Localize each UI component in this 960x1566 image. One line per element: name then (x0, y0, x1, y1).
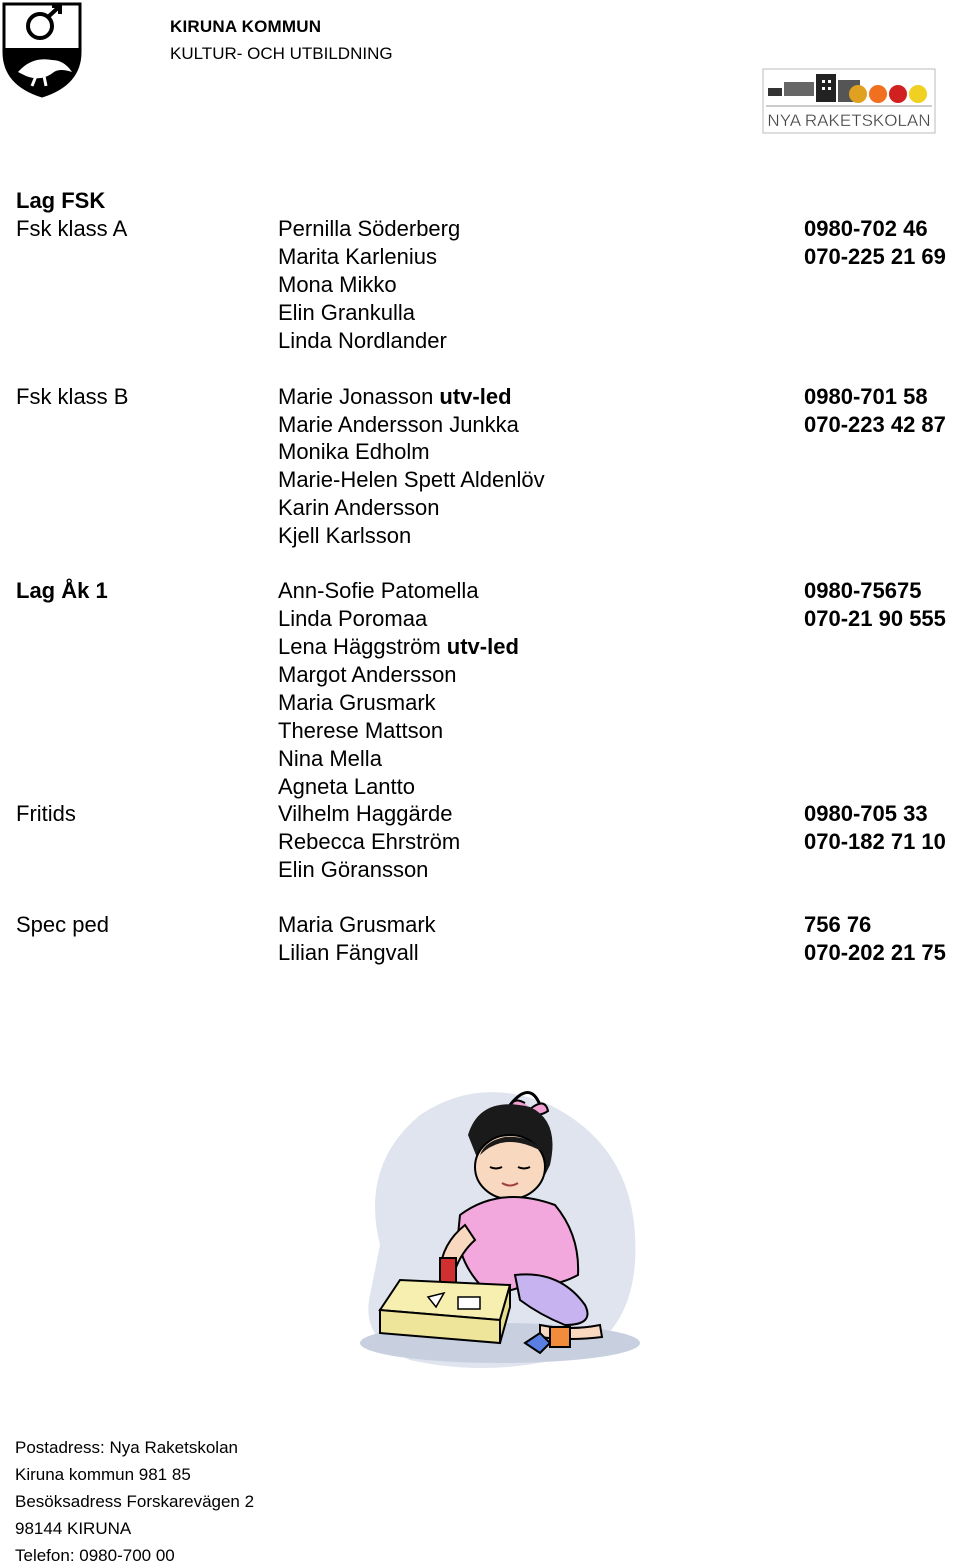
directory-row (0, 717, 960, 745)
staff-name-cell (278, 661, 457, 689)
group-label: Fsk klass A (16, 216, 128, 241)
staff-name: Marie Andersson Junkka (278, 412, 519, 437)
directory-row (0, 271, 960, 299)
staff-name: Lena Häggström (278, 634, 447, 659)
staff-name-cell (278, 856, 428, 884)
footer-postal-address: Postadress: Nya Raketskolan (15, 1438, 238, 1457)
directory-row (0, 215, 960, 243)
directory-row (0, 327, 960, 355)
group-label: Lag FSK (16, 188, 106, 213)
staff-name: Ann-Sofie Patomella (278, 578, 479, 603)
staff-name: Marie Jonasson (278, 384, 440, 409)
staff-name: Kjell Karlsson (278, 523, 412, 548)
staff-name-cell (278, 828, 460, 856)
staff-name-cell (278, 299, 415, 327)
staff-name-cell (278, 800, 452, 828)
staff-name-cell (278, 522, 411, 550)
phone-number: 756 76 (804, 912, 872, 937)
directory-row (0, 773, 960, 801)
staff-name-cell (278, 494, 439, 522)
staff-name-cell (278, 717, 443, 745)
directory-row (0, 494, 960, 522)
staff-name-cell (278, 633, 519, 661)
footer-municipality: Kiruna kommun 981 85 (15, 1465, 191, 1484)
directory-row (0, 800, 960, 828)
directory-row (0, 383, 960, 411)
staff-name: Rebecca Ehrström (278, 829, 461, 854)
organization-name: KIRUNA KOMMUN (170, 17, 322, 36)
group-label: Fsk klass B (16, 384, 129, 409)
staff-name-cell (278, 911, 436, 939)
staff-name-cell (278, 327, 447, 355)
staff-name: Maria Grusmark (278, 912, 436, 937)
phone-number: 070-223 42 87 (804, 412, 946, 437)
phone-number: 070-21 90 555 (804, 606, 946, 631)
footer-city: 98144 KIRUNA (15, 1519, 132, 1538)
staff-name: Therese Mattson (278, 718, 444, 743)
role-tag: utv-led (439, 384, 512, 409)
staff-name-cell (278, 939, 419, 967)
staff-name-cell (278, 215, 460, 243)
directory-row (0, 243, 960, 271)
staff-name: Pernilla Söderberg (278, 216, 461, 241)
staff-name: Monika Edholm (278, 439, 430, 464)
staff-name: Lilian Fängvall (278, 940, 419, 965)
phone-number: 070-182 71 10 (804, 829, 946, 854)
staff-name: Marita Karlenius (278, 244, 437, 269)
staff-name: Agneta Lantto (278, 774, 416, 799)
staff-name-cell (278, 689, 436, 717)
staff-name: Elin Grankulla (278, 300, 415, 325)
staff-name-cell (278, 466, 545, 494)
role-tag: utv-led (446, 634, 519, 659)
staff-name-cell (278, 745, 382, 773)
directory-row (0, 661, 960, 689)
group-label: Fritids (16, 801, 76, 826)
directory-row (0, 299, 960, 327)
staff-name: Elin Göransson (278, 857, 429, 882)
group-label: Spec ped (16, 912, 109, 937)
phone-number: 0980-75675 (804, 578, 922, 603)
municipal-crest (2, 2, 82, 98)
girl-playing-illustration (340, 1075, 650, 1380)
phone-number: 0980-702 46 (804, 216, 928, 241)
footer-visiting-address: Besöksadress Forskarevägen 2 (15, 1492, 255, 1511)
department-name: KULTUR- OCH UTBILDNING (170, 44, 393, 63)
directory-row (0, 522, 960, 550)
directory-row (0, 577, 960, 605)
staff-name-cell (278, 773, 415, 801)
phone-number: 070-202 21 75 (804, 940, 946, 965)
staff-name-cell (278, 271, 397, 299)
school-logo (762, 68, 936, 134)
staff-name: Vilhelm Haggärde (278, 801, 453, 826)
directory-row (0, 856, 960, 884)
staff-name: Linda Poromaa (278, 606, 428, 631)
staff-name: Margot Andersson (278, 662, 457, 687)
staff-name: Marie-Helen Spett Aldenlöv (278, 467, 545, 492)
staff-name-cell (278, 438, 430, 466)
staff-name: Nina Mella (278, 746, 382, 771)
footer-phone: Telefon: 0980-700 00 (15, 1546, 175, 1565)
directory-row (0, 187, 960, 215)
directory-row (0, 828, 960, 856)
staff-name: Karin Andersson (278, 495, 440, 520)
staff-name: Maria Grusmark (278, 690, 436, 715)
directory-row (0, 745, 960, 773)
staff-name-cell (278, 605, 427, 633)
staff-name: Linda Nordlander (278, 328, 447, 353)
phone-number: 0980-705 33 (804, 801, 928, 826)
staff-name-cell (278, 411, 519, 439)
staff-name-cell (278, 383, 512, 411)
staff-name: Mona Mikko (278, 272, 397, 297)
directory-row (0, 438, 960, 466)
directory-row (0, 689, 960, 717)
staff-name-cell (278, 577, 479, 605)
directory-row (0, 466, 960, 494)
directory-row (0, 633, 960, 661)
directory-row (0, 939, 960, 967)
phone-number: 0980-701 58 (804, 384, 928, 409)
school-logo-text: NYA RAKETSKOLAN (767, 111, 931, 130)
directory-row (0, 411, 960, 439)
directory-row (0, 605, 960, 633)
phone-number: 070-225 21 69 (804, 244, 946, 269)
directory-row (0, 911, 960, 939)
staff-name-cell (278, 243, 437, 271)
group-label: Lag Åk 1 (16, 578, 108, 603)
